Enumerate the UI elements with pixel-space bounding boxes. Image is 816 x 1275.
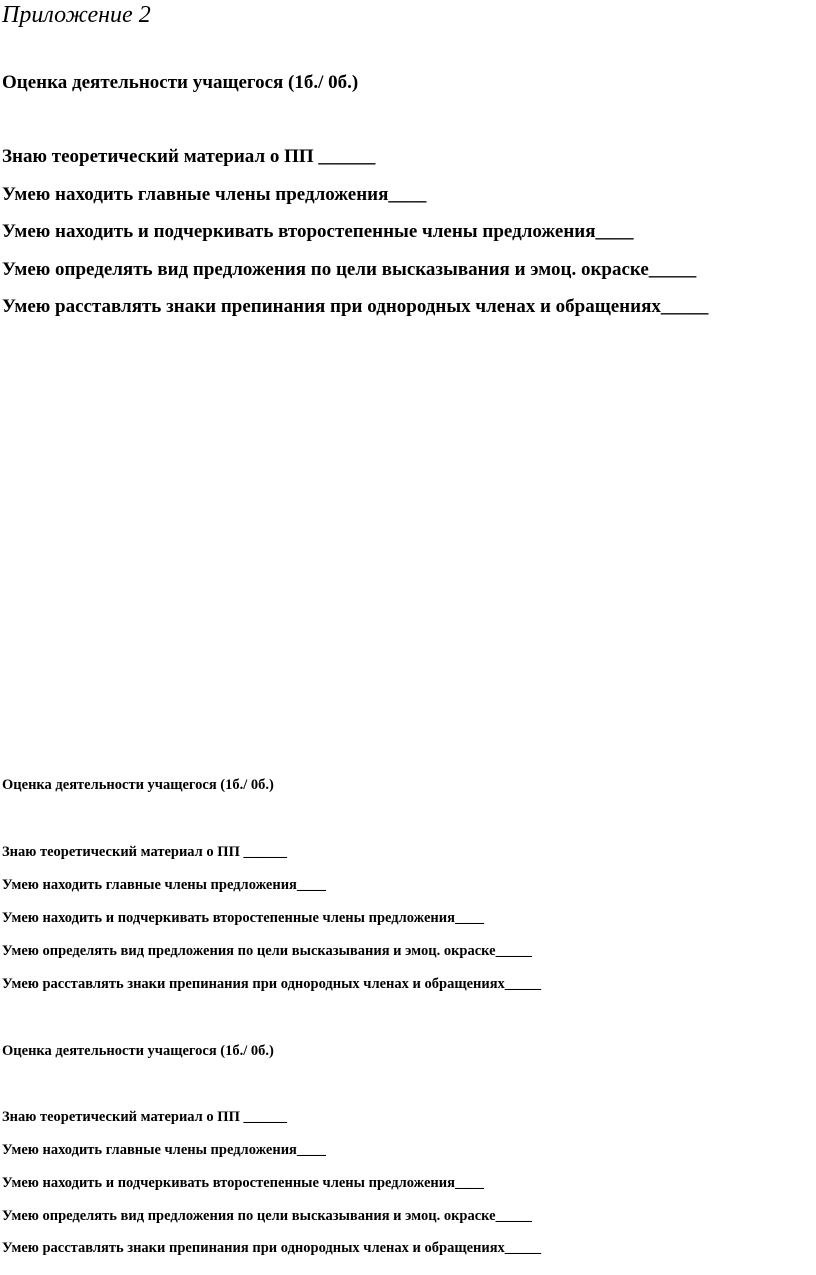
block-3-item-1: Знаю теоретический материал о ПП ______ <box>2 1109 287 1125</box>
block-3-item-3: Умею находить и подчеркивать второстепенные члены предложения____ <box>2 1175 484 1191</box>
block-3-item-4: Умею определять вид предложения по цели высказывания и эмоц. окраске_____ <box>2 1208 532 1224</box>
block-1-item-3: Умею находить и подчеркивать второстепенные члены предложения____ <box>2 221 634 242</box>
block-2-item-3: Умею находить и подчеркивать второстепенные члены предложения____ <box>2 910 484 926</box>
block-2-item-1: Знаю теоретический материал о ПП ______ <box>2 844 287 860</box>
block-1-item-2: Умею находить главные члены предложения____ <box>2 184 427 205</box>
block-3-item-2: Умею находить главные члены предложения____ <box>2 1142 326 1158</box>
block-2-item-4: Умею определять вид предложения по цели высказывания и эмоц. окраске_____ <box>2 943 532 959</box>
block-1-item-4: Умею определять вид предложения по цели высказывания и эмоц. окраске_____ <box>2 259 697 280</box>
block-2-item-5: Умею расставлять знаки препинания при однородных членах и обращениях_____ <box>2 976 542 992</box>
block-1-title: Оценка деятельности учащегося (1б./ 0б.) <box>2 72 359 93</box>
block-1-item-5: Умею расставлять знаки препинания при однородных членах и обращениях_____ <box>2 296 709 317</box>
block-2-title: Оценка деятельности учащегося (1б./ 0б.) <box>2 777 274 793</box>
block-2-item-2: Умею находить главные члены предложения____ <box>2 877 326 893</box>
block-3-item-5: Умею расставлять знаки препинания при однородных членах и обращениях_____ <box>2 1240 542 1256</box>
block-1-item-1: Знаю теоретический материал о ПП ______ <box>2 146 376 167</box>
appendix-title: Приложение 2 <box>2 2 151 28</box>
block-3-title: Оценка деятельности учащегося (1б./ 0б.) <box>2 1043 274 1059</box>
